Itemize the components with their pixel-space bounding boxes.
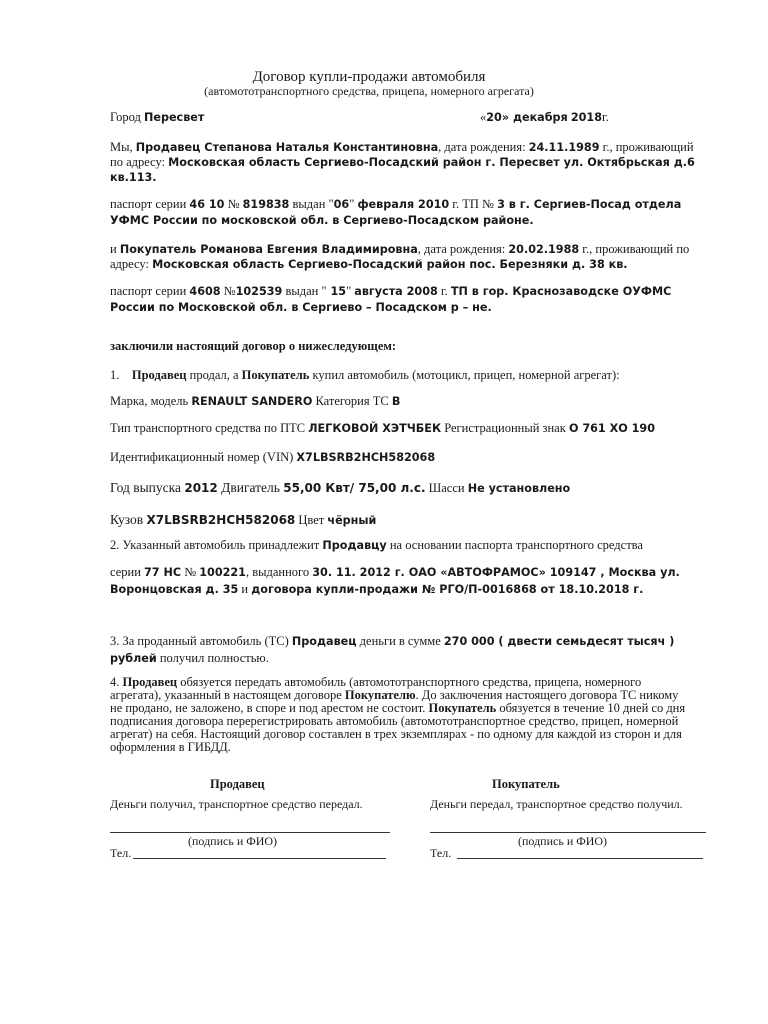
clause-2-line-3: Воронцовская д. 35 и договора купли-продажи № РГО/П-0016868 от 18.10.2018 г. — [110, 582, 644, 596]
buyer-heading: Покупатель — [492, 777, 560, 791]
clause-2-line-2: серии 77 НС № 100221, выданного 30. 11. 2012 г. ОАО «АВТОФРАМОС» 109147 , Москва ул. — [110, 565, 680, 579]
vin-value: X7LBSRB2HCH582068 — [296, 451, 436, 464]
buyer-passport-line-2: России по Московской обл. в Сергиево – Посадском р – не. — [110, 301, 492, 314]
seller-line-2: по адресу: Московская область Сергиево-Посадский район г. Пересвет ул. Октябрьская д.6 — [110, 155, 695, 169]
buyer-passport-line-1: паспорт серии 4608 №102539 выдан " 15" августа 2008 г. ТП в гор. Краснозаводске ОУФМС — [110, 284, 672, 298]
car-type-line: Тип транспортного средства по ПТС ЛЕГКОВОЙ ХЭТЧБЕК Регистрационный знак О 761 ХО 190 — [110, 421, 655, 435]
buyer-name: Романова Евгения Владимировна — [196, 243, 418, 256]
seller-name: Степанова Наталья Константиновна — [200, 141, 439, 154]
city-line: Город Пересвет — [110, 110, 205, 124]
concluded-heading: заключили настоящий договор о нижеследующем: — [110, 339, 397, 353]
clause-4-line-2: агрегата), указанный в настоящем договоре Покупателю. До заключения настоящего договора ТС никому — [110, 688, 679, 702]
clause-3-line-2: рублей получил полностью. — [110, 651, 269, 665]
document-title: Договор купли-продажи автомобиля — [252, 69, 486, 85]
seller-passport-line-2: УФМС России по московской обл. в Сергиево-Посадском районе. — [110, 214, 534, 227]
car-year-line: Год выпуска 2012 Двигатель 55,00 Квт/ 75,00 л.с. Шасси Не установлено — [110, 480, 571, 495]
clause-4-line-1: 4. Продавец обязуется передать автомобиль (автомототранспортного средства, прицепа, номерного — [110, 675, 642, 689]
clause-4-line-3: не продано, не заложено, в споре и под арестом не состоит. Покупатель обязуется в течение 10 дней со дня — [110, 701, 686, 715]
clause-2-line-1: 2. Указанный автомобиль принадлежит Продавцу на основании паспорта транспортного средства — [110, 538, 643, 552]
city-value: Пересвет — [144, 111, 205, 124]
clause-3-line-1: 3. За проданный автомобиль (ТС) Продавец деньги в сумме 270 000 ( двести семьдесят тысяч ) — [110, 634, 675, 648]
buyer-line-1: и Покупатель Романова Евгения Владимировна, дата рождения: 20.02.1988 г., проживающий по — [110, 242, 690, 256]
price-value: 270 000 ( двести семьдесят тысяч ) — [443, 635, 675, 648]
seller-line-1: Мы, Продавец Степанова Наталья Константиновна, дата рождения: 24.11.1989 г., проживающий — [110, 140, 694, 154]
seller-phone-line — [133, 858, 386, 859]
buyer-line-2: адресу: Московская область Сергиево-Посадский район пос. Березняки д. 38 кв. — [110, 257, 628, 271]
car-vin-line: Идентификационный номер (VIN) X7LBSRB2HCH582068 — [110, 450, 436, 464]
car-make-value: RENAULT SANDERO — [191, 395, 313, 408]
seller-sign-label: (подпись и ФИО) — [188, 834, 278, 848]
seller-signature-line — [110, 832, 390, 833]
buyer-phone-label: Тел. — [430, 846, 452, 860]
seller-heading: Продавец — [210, 777, 265, 791]
document-subtitle: (автомототранспортного средства, прицепа, номерного агрегата) — [204, 84, 534, 98]
clause-4-line-6: оформления в ГИБДД. — [110, 740, 231, 754]
car-make-line: Марка, модель RENAULT SANDERO Категория ТС B — [110, 394, 401, 408]
contract-date: «20» декабря 2018г. — [480, 110, 609, 124]
seller-phone-label: Тел. — [110, 846, 132, 860]
seller-passport-line-1: паспорт серии 46 10 № 819838 выдан "06" февраля 2010 г. ТП № 3 в г. Сергиев-Посад отдела — [110, 197, 682, 211]
buyer-phone-line — [457, 858, 703, 859]
clause-4-line-4: подписания договора перерегистрировать автомобиль (автомототранспортное средство, прицеп, номерной — [110, 714, 679, 728]
seller-line-3: кв.113. — [110, 171, 157, 184]
clause-1: 1. Продавец продал, а Покупатель купил автомобиль (мотоцикл, прицеп, номерной агрегат): — [110, 368, 620, 382]
seller-note: Деньги получил, транспортное средство передал. — [110, 797, 363, 811]
clause-4-line-5: агрегат) на себя. Настоящий договор составлен в трех экземплярах - по одному для каждой из сторон и для — [110, 727, 682, 741]
car-body-line: Кузов X7LBSRB2HCH582068 Цвет чёрный — [110, 512, 377, 527]
buyer-signature-line — [430, 832, 706, 833]
buyer-sign-label: (подпись и ФИО) — [518, 834, 608, 848]
buyer-note: Деньги передал, транспортное средство получил. — [430, 797, 683, 811]
registration-plate: О 761 ХО 190 — [568, 422, 655, 435]
